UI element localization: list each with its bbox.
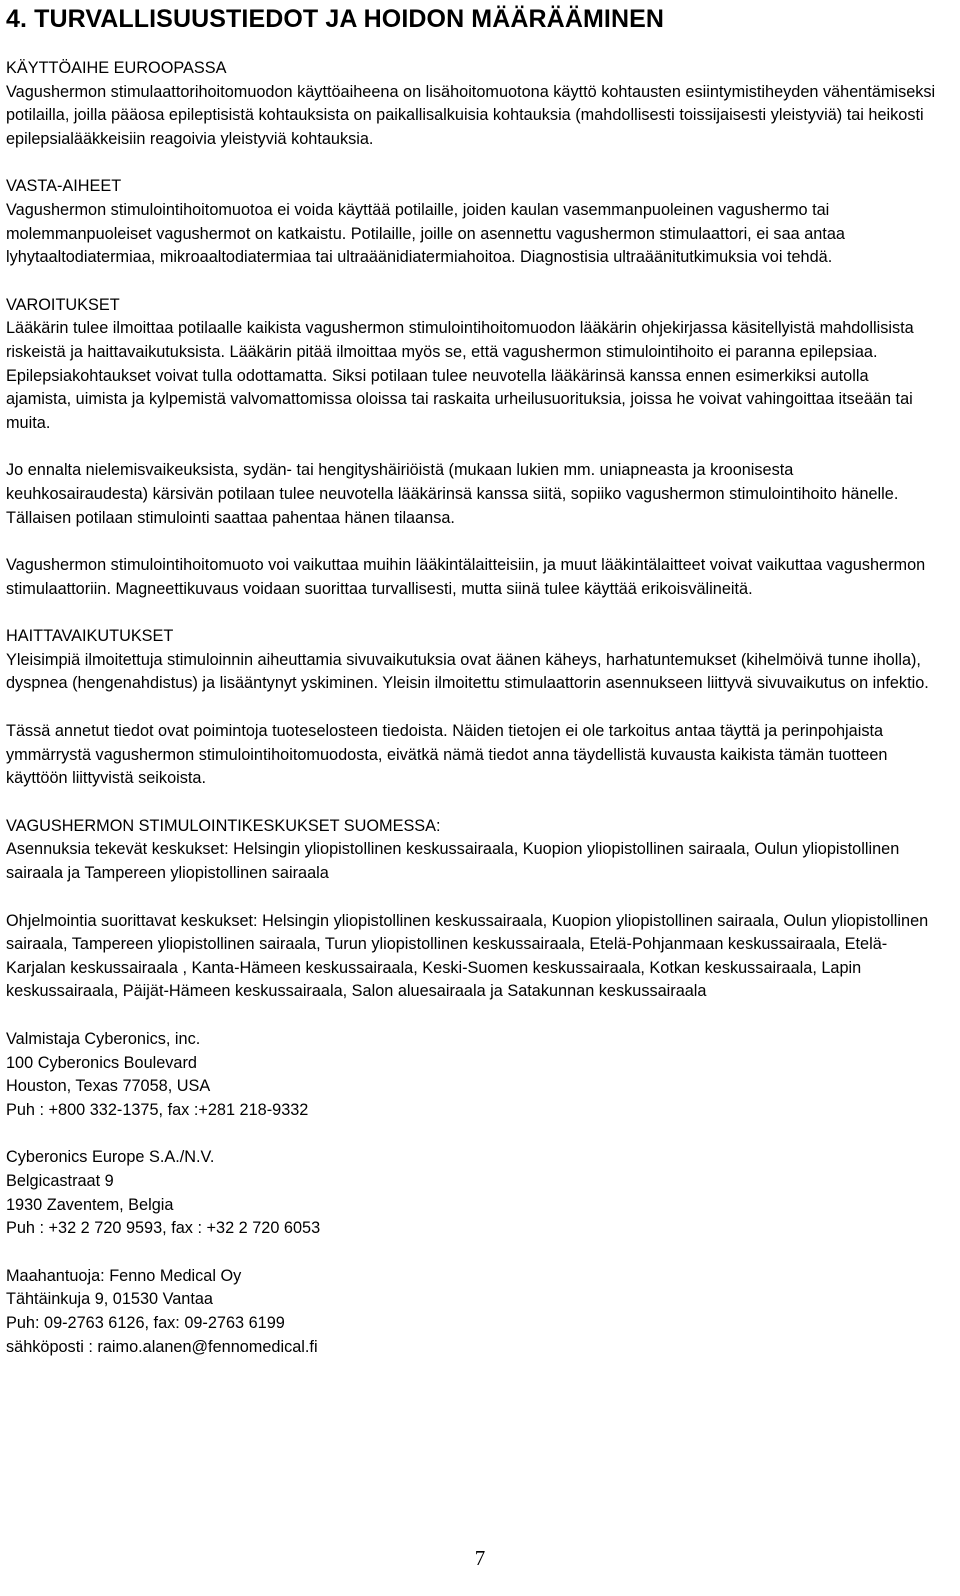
centers-section [6,815,936,886]
precaution-text-2: Vagushermon stimulointihoitomuoto voi vaikuttaa muihin lääkintälaitteisiin, ja muut lääkintälaitteet voivat vaikuttaa vagushermon stimulaattoriin. Magneettikuvaus voidaan suorittaa turvallisesti, mutta siinä tulee käyttää erikoisvälineitä. [6,556,926,598]
page-title: 4. TURVALLISUUSTIEDOT JA HOIDON MÄÄRÄÄMINEN [6,5,665,33]
europe-address [6,1146,936,1240]
warnings-section [6,294,936,436]
indication-text: Vagushermon stimulaattorihoitomuodon käyttöaiheena on lisähoitomuotona käyttö kohtausten esiintymistiheyden vähentämiseksi potilailla, joilla pääosa epileptisistä kohtauksista on paikallisalkuisia kohtauksia (mahdollisesti toissijaisesti yleistyviä) tai heikosti epilepsialääkkeisiin reagoivia yleistyviä kohtauksia. [6,82,936,148]
manufacturer-line: Valmistaja Cyberonics, inc. [6,1030,201,1048]
contraindications-heading: VASTA-AIHEET [6,177,122,196]
precaution-section-1 [6,459,936,530]
disclaimer-text: Tässä annetut tiedot ovat poimintoja tuoteselosteen tiedoista. Näiden tietojen ei ole tarkoitus antaa täyttä ja perinpohjaista ymmärrystä vagushermon stimulointihoitomuodosta, eivätkä nämä tiedot anna täydellistä kuvausta kaikista tämän tuotteen käyttöön liittyvistä seikoista. [6,722,888,788]
europe-line: Cyberonics Europe S.A./N.V. [6,1148,215,1167]
contraindications-section [6,175,936,269]
indication-heading: KÄYTTÖAIHE EUROOPASSA [6,59,227,77]
warnings-heading: VAROITUKSET [6,295,120,314]
programming-centers-section [6,910,936,1004]
side-effects-heading: HAITTAVAIKUTUKSET [6,627,174,646]
europe-line: Puh : +32 2 720 9593, fax : +32 2 720 6053 [6,1219,321,1238]
europe-line: 1930 Zaventem, Belgia [6,1195,174,1214]
centers-heading: VAGUSHERMON STIMULOINTIKESKUKSET SUOMESSA: [6,816,441,835]
importer-email-line: sähköposti : raimo.alanen@fennomedical.fi [6,1337,318,1356]
side-effects-section [6,625,936,696]
precaution-section-2 [6,554,936,601]
disclaimer-section [6,720,936,791]
warnings-text: Lääkärin tulee ilmoittaa potilaalle kaikista vagushermon stimulointihoitomuodon lääkärin ohjekirjassa käsitellyistä mahdollisista riskeistä ja haittavaikutuksista. Lääkärin pitää ilmoittaa myös se, että vagushermon stimulointihoito ei paranna epilepsiaa. Epilepsiakohtaukset voivat tulla odottamatta. Siksi potilaan tulee neuvotella lääkärinsä kanssa ennen esimerkiksi autolla ajamista, uimista ja kylpemistä valvomattomissa oloissa tai raskaita urheilusuorituksia, joissa he voivat vahingoittaa itseään tai muita. [6,319,914,432]
importer-line: Puh: 09-2763 6126, fax: 09-2763 6199 [6,1313,285,1332]
precaution-text-1: Jo ennalta nielemisvaikeuksista, sydän- tai hengityshäiriöistä (mukaan lukien mm. uniapneasta ja kroonisesta keuhkosairaudesta) kärsivän potilaan tulee neuvotella lääkärinsä kanssa siitä, sopiiko vagushermon stimulointihoito hänelle. Tällaisen potilaan stimulointi saattaa pahentaa hänen tilaansa. [6,461,899,527]
manufacturer-line: Houston, Texas 77058, USA [6,1077,211,1096]
importer-line: Maahantuoja: Fenno Medical Oy [6,1266,242,1285]
indication-section [6,57,936,151]
implanting-centers-text: Asennuksia tekevät keskukset: Helsingin yliopistollinen keskussairaala, Kuopion yliopistollinen sairaala, Oulun yliopistollinen sairaala ja Tampereen yliopistollinen sairaala [6,840,900,883]
importer-line: Tähtäinkuja 9, 01530 Vantaa [6,1290,213,1309]
manufacturer-line: 100 Cyberonics Boulevard [6,1053,197,1072]
contraindications-text: Vagushermon stimulointihoitomuotoa ei voida käyttää potilaille, joiden kaulan vasemmanpuoleinen vagushermo tai molemmanpuoleiset vagushermot on katkaistu. Potilaille, joille on asennettu vagushermon stimulaattori, ei saa antaa lyhytaaltodiatermiaa, mikroaaltodiatermiaa tai ultraäänidiatermiahoitoa. Diagnostisia ultraäänitutkimuksia voi tehdä. [6,200,845,267]
page-number: 7 [474,1546,486,1570]
europe-line: Belgicastraat 9 [6,1171,114,1190]
document-page [6,4,936,1359]
importer-address [6,1265,936,1359]
programming-centers-text: Ohjelmointia suorittavat keskukset: Helsingin yliopistollinen keskussairaala, Kuopion yliopistollinen sairaala, Oulun yliopistollinen sairaala, Tampereen yliopistollinen sairaala, Turun yliopistollinen keskussairaala, Etelä-Pohjanmaan keskussairaala, Etelä-Karjalan keskussairaala , Kanta-Hämeen keskussairaala, Keski-Suomen keskussairaala, Kotkan keskussairaala, Lapin keskussairaala, Päijät-Hämeen keskussairaala, Salon aluesairaala ja Satakunnan keskussairaala [6,911,929,1001]
manufacturer-address [6,1028,936,1122]
side-effects-text: Yleisimpiä ilmoitettuja stimuloinnin aiheuttamia sivuvaikutuksia ovat äänen käheys, harhatuntemukset (kihelmöivä tunne iholla), dyspnea (hengenahdistus) ja lisääntynyt yskiminen. Yleisin ilmoitettu stimulaattorin asennukseen liittyvä sivuvaikutus on infektio. [6,650,929,693]
manufacturer-line: Puh : +800 332-1375, fax :+281 218-9332 [6,1100,309,1119]
